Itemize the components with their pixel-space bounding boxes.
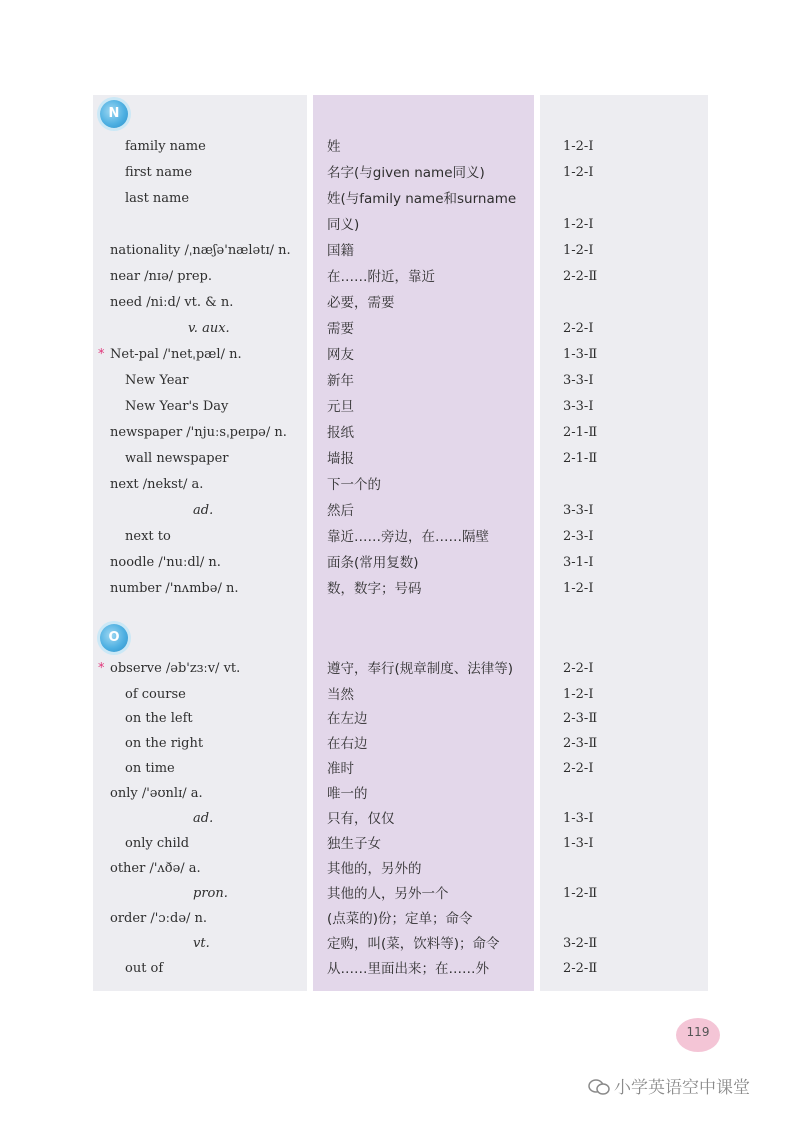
entry-reference: 3-2-Ⅱ [563, 936, 598, 951]
entry-english: next /nekst/ a. [110, 477, 204, 492]
entry-chinese: 在右边 [327, 736, 368, 752]
glossary-entry [0, 524, 800, 550]
entry-english: out of [125, 961, 164, 976]
section-badge-n: N [100, 100, 128, 128]
entry-english: nationality /ˌnæʃə'nælətɪ/ n. [110, 243, 291, 258]
glossary-entry [0, 264, 800, 290]
asterisk-marker: * [98, 661, 105, 676]
entry-english: near /nɪə/ prep. [110, 269, 212, 284]
entry-chinese: 元旦 [327, 399, 354, 415]
entry-chinese: (点菜的)份；定单；命令 [327, 911, 473, 927]
entry-reference: 2-2-Ⅰ [563, 321, 594, 336]
glossary-entry [0, 931, 800, 957]
entry-chinese: 唯一的 [327, 786, 368, 802]
entry-reference: 1-2-Ⅰ [563, 243, 594, 258]
entry-chinese: 在……附近，靠近 [327, 269, 435, 285]
entry-english: need /niːd/ vt. & n. [110, 295, 234, 310]
glossary-entry [0, 781, 800, 807]
entry-english: next to [125, 529, 171, 544]
glossary-entry [0, 212, 800, 238]
entry-english: ad. [193, 811, 214, 826]
entry-reference: 2-2-Ⅱ [563, 961, 598, 976]
glossary-entry [0, 550, 800, 576]
glossary-entry [0, 831, 800, 857]
entry-english: on the right [125, 736, 204, 751]
glossary-entry [0, 906, 800, 932]
entry-reference: 2-3-Ⅱ [563, 711, 598, 726]
entry-reference: 2-2-Ⅰ [563, 761, 594, 776]
entry-chinese: 姓 [327, 139, 341, 155]
entry-english: New Year [125, 373, 189, 388]
entry-english: on time [125, 761, 175, 776]
entry-chinese: 从……里面出来；在……外 [327, 961, 489, 977]
glossary-entry [0, 394, 800, 420]
glossary-entry [0, 756, 800, 782]
entry-chinese: 只有，仅仅 [327, 811, 395, 827]
entry-english: newspaper /'njuːsˌpeɪpə/ n. [110, 425, 287, 440]
glossary-entry [0, 420, 800, 446]
entry-chinese: 在左边 [327, 711, 368, 727]
glossary-entry [0, 342, 800, 368]
entry-reference: 3-1-Ⅰ [563, 555, 594, 570]
entry-english: observe /əb'zɜːv/ vt. [110, 661, 241, 676]
watermark-text: 小学英语空中课堂 [614, 1078, 750, 1098]
entry-chinese: 名字(与given name同义) [327, 165, 485, 181]
entry-reference: 3-3-Ⅰ [563, 399, 594, 414]
glossary-entry [0, 186, 800, 212]
entry-reference: 2-2-Ⅱ [563, 269, 598, 284]
entry-english: last name [125, 191, 190, 206]
glossary-entry [0, 368, 800, 394]
entry-english: vt. [193, 936, 210, 951]
entry-chinese: 报纸 [327, 425, 354, 441]
entry-reference: 1-2-Ⅰ [563, 139, 594, 154]
glossary-entry [0, 160, 800, 186]
entry-chinese: 姓(与family name和surname [327, 191, 517, 207]
glossary-entry [0, 706, 800, 732]
glossary-entry [0, 956, 800, 982]
watermark [588, 1073, 750, 1098]
entry-english: only /'əʊnlɪ/ a. [110, 786, 203, 801]
glossary-entry [0, 238, 800, 264]
entry-english: ad. [193, 503, 214, 518]
entry-chinese: 然后 [327, 503, 354, 519]
entry-reference: 1-2-Ⅰ [563, 217, 594, 232]
entry-english: order /'ɔːdə/ n. [110, 911, 208, 926]
entry-english: noodle /'nuːdl/ n. [110, 555, 221, 570]
glossary-entry [0, 446, 800, 472]
glossary-entry [0, 472, 800, 498]
entry-reference: 1-2-Ⅰ [563, 581, 594, 596]
entry-chinese: 准时 [327, 761, 354, 777]
entry-english: on the left [125, 711, 193, 726]
entry-reference: 1-2-Ⅰ [563, 687, 594, 702]
entry-reference: 3-3-Ⅰ [563, 373, 594, 388]
glossary-entry [0, 134, 800, 160]
entry-english: v. aux. [188, 321, 230, 336]
glossary-entry [0, 682, 800, 708]
glossary-entry [0, 290, 800, 316]
glossary-entry [0, 856, 800, 882]
entry-reference: 2-1-Ⅱ [563, 425, 598, 440]
entry-chinese: 需要 [327, 321, 354, 337]
entry-reference: 1-3-Ⅱ [563, 347, 598, 362]
entry-english: of course [125, 687, 186, 702]
entry-chinese: 面条(常用复数) [327, 555, 419, 571]
entry-english: pron. [193, 886, 228, 901]
glossary-entry [0, 881, 800, 907]
page-number: 119 [676, 1018, 720, 1052]
glossary-entry [0, 731, 800, 757]
entry-english: wall newspaper [125, 451, 229, 466]
chat-icon [588, 1078, 610, 1096]
entry-reference: 2-2-Ⅰ [563, 661, 594, 676]
entry-chinese: 其他的人，另外一个 [327, 886, 449, 902]
glossary-entry [0, 576, 800, 602]
entry-reference: 1-2-Ⅱ [563, 886, 598, 901]
glossary-entry [0, 806, 800, 832]
entry-english: family name [125, 139, 206, 154]
entry-chinese: 当然 [327, 687, 354, 703]
entry-chinese: 必要，需要 [327, 295, 395, 311]
entry-reference: 2-1-Ⅱ [563, 451, 598, 466]
entry-english: Net-pal /'netˌpæl/ n. [110, 347, 242, 362]
entry-english: other /'ʌðə/ a. [110, 861, 201, 876]
entry-reference: 3-3-Ⅰ [563, 503, 594, 518]
entry-chinese: 新年 [327, 373, 354, 389]
entry-chinese: 遵守，奉行(规章制度、法律等) [327, 661, 514, 677]
entry-chinese: 靠近……旁边，在……隔壁 [327, 529, 489, 545]
entry-chinese: 网友 [327, 347, 354, 363]
entry-reference: 1-2-Ⅰ [563, 165, 594, 180]
entry-chinese: 独生子女 [327, 836, 381, 852]
section-badge-o: O [100, 624, 128, 652]
entry-reference: 1-3-Ⅰ [563, 836, 594, 851]
entry-chinese: 下一个的 [327, 477, 381, 493]
entry-chinese: 其他的，另外的 [327, 861, 422, 877]
glossary-entry [0, 656, 800, 682]
entry-chinese: 墙报 [327, 451, 354, 467]
glossary-entry [0, 316, 800, 342]
entry-english: only child [125, 836, 190, 851]
entry-reference: 2-3-Ⅱ [563, 736, 598, 751]
entry-chinese: 国籍 [327, 243, 354, 259]
asterisk-marker: * [98, 347, 105, 362]
entry-reference: 2-3-Ⅰ [563, 529, 594, 544]
entry-reference: 1-3-Ⅰ [563, 811, 594, 826]
glossary-entry [0, 498, 800, 524]
entry-english: number /'nʌmbə/ n. [110, 581, 239, 596]
entry-english: first name [125, 165, 193, 180]
entry-chinese: 数，数字；号码 [327, 581, 422, 597]
entry-english: New Year's Day [125, 399, 229, 414]
entry-chinese: 定购，叫(菜，饮料等)；命令 [327, 936, 500, 952]
entry-chinese: 同义) [327, 217, 360, 233]
